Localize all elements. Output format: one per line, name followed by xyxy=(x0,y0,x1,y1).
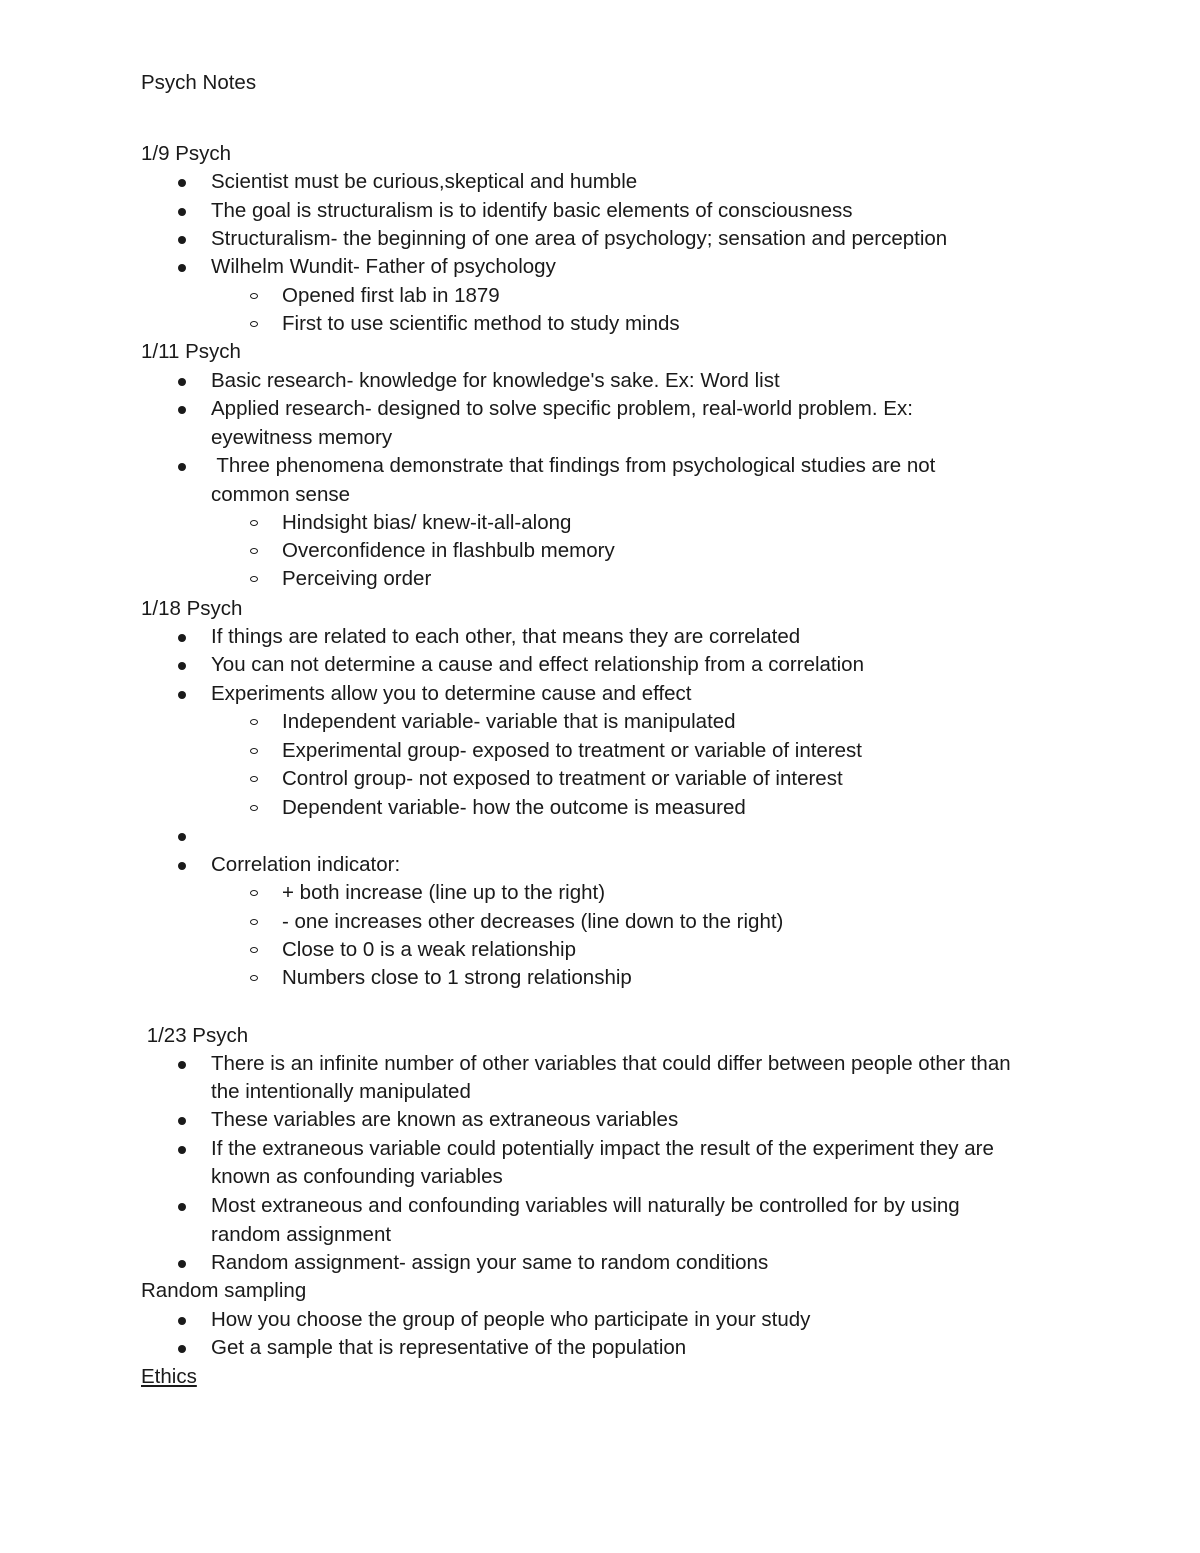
list-item: Most extraneous and confounding variables will naturally be controlled for by using xyxy=(211,1194,960,1217)
bullet-icon xyxy=(178,662,186,670)
bullet-icon xyxy=(178,1061,186,1069)
circle-bullet-icon xyxy=(250,576,258,582)
document-title: Psych Notes xyxy=(141,71,257,94)
sub-list-item: First to use scientific method to study minds xyxy=(282,312,680,335)
section-heading: 1/23 Psych xyxy=(141,1024,249,1047)
section-heading: 1/9 Psych xyxy=(141,142,232,165)
sub-list-item: Experimental group- exposed to treatment or variable of interest xyxy=(282,739,862,762)
sub-list-item: Hindsight bias/ knew-it-all-along xyxy=(282,511,572,534)
sub-list-item: Opened first lab in 1879 xyxy=(282,284,500,307)
circle-bullet-icon xyxy=(250,776,258,782)
list-item: Applied research- designed to solve specific problem, real-world problem. Ex: xyxy=(211,397,913,420)
circle-bullet-icon xyxy=(250,748,258,754)
list-item: If the extraneous variable could potentially impact the result of the experiment they are xyxy=(211,1137,994,1160)
bullet-icon xyxy=(178,862,186,870)
bullet-icon xyxy=(178,463,186,471)
sub-list-item: Overconfidence in flashbulb memory xyxy=(282,539,615,562)
bullet-icon xyxy=(178,236,186,244)
sub-list-item: - one increases other decreases (line down to the right) xyxy=(282,910,784,933)
list-item: Basic research- knowledge for knowledge's sake. Ex: Word list xyxy=(211,369,780,392)
sub-list-item: Perceiving order xyxy=(282,567,432,590)
list-item: Scientist must be curious,skeptical and humble xyxy=(211,170,638,193)
bullet-icon xyxy=(178,179,186,187)
list-item: Random assignment- assign your same to random conditions xyxy=(211,1251,769,1274)
bullet-icon xyxy=(178,1345,186,1353)
list-item-continuation: random assignment xyxy=(211,1223,392,1246)
bullet-icon xyxy=(178,1260,186,1268)
list-item: You can not determine a cause and effect relationship from a correlation xyxy=(211,653,864,676)
list-item: Experiments allow you to determine cause and effect xyxy=(211,682,692,705)
bullet-icon xyxy=(178,406,186,414)
list-item: Get a sample that is representative of the population xyxy=(211,1336,687,1359)
section-heading-link[interactable]: Ethics xyxy=(141,1365,197,1388)
bullet-icon xyxy=(178,1117,186,1125)
circle-bullet-icon xyxy=(250,947,258,953)
list-item-continuation: the intentionally manipulated xyxy=(211,1080,471,1103)
circle-bullet-icon xyxy=(250,719,258,725)
bullet-icon xyxy=(178,378,186,386)
sub-list-item: Close to 0 is a weak relationship xyxy=(282,938,576,961)
section-heading: 1/11 Psych xyxy=(141,340,241,363)
circle-bullet-icon xyxy=(250,548,258,554)
list-item-continuation: known as confounding variables xyxy=(211,1165,503,1188)
circle-bullet-icon xyxy=(250,321,258,327)
list-item: Correlation indicator: xyxy=(211,853,401,876)
bullet-icon xyxy=(178,691,186,699)
circle-bullet-icon xyxy=(250,520,258,526)
list-item: Wilhelm Wundit- Father of psychology xyxy=(211,255,556,278)
bullet-icon xyxy=(178,833,186,841)
sub-list-item: Independent variable- variable that is manipulated xyxy=(282,710,736,733)
section-heading: Random sampling xyxy=(141,1279,307,1302)
circle-bullet-icon xyxy=(250,805,258,811)
bullet-icon xyxy=(178,1146,186,1154)
circle-bullet-icon xyxy=(250,890,258,896)
bullet-icon xyxy=(178,1203,186,1211)
list-item-continuation: common sense xyxy=(211,483,351,506)
circle-bullet-icon xyxy=(250,975,258,981)
list-item: How you choose the group of people who participate in your study xyxy=(211,1308,811,1331)
section-heading: 1/18 Psych xyxy=(141,597,243,620)
list-item: There is an infinite number of other variables that could differ between people other than xyxy=(211,1052,1011,1075)
sub-list-item: Dependent variable- how the outcome is measured xyxy=(282,796,746,819)
sub-list-item: Control group- not exposed to treatment or variable of interest xyxy=(282,767,843,790)
bullet-icon xyxy=(178,208,186,216)
circle-bullet-icon xyxy=(250,293,258,299)
list-item: If things are related to each other, that means they are correlated xyxy=(211,625,801,648)
list-item-continuation: eyewitness memory xyxy=(211,426,393,449)
bullet-icon xyxy=(178,1317,186,1325)
list-item: These variables are known as extraneous variables xyxy=(211,1108,679,1131)
circle-bullet-icon xyxy=(250,919,258,925)
bullet-icon xyxy=(178,634,186,642)
list-item: Structuralism- the beginning of one area of psychology; sensation and perception xyxy=(211,227,948,250)
bullet-icon xyxy=(178,264,186,272)
sub-list-item: + both increase (line up to the right) xyxy=(282,881,606,904)
list-item: The goal is structuralism is to identify basic elements of consciousness xyxy=(211,199,853,222)
list-item: Three phenomena demonstrate that findings from psychological studies are not xyxy=(211,454,936,477)
sub-list-item: Numbers close to 1 strong relationship xyxy=(282,966,632,989)
